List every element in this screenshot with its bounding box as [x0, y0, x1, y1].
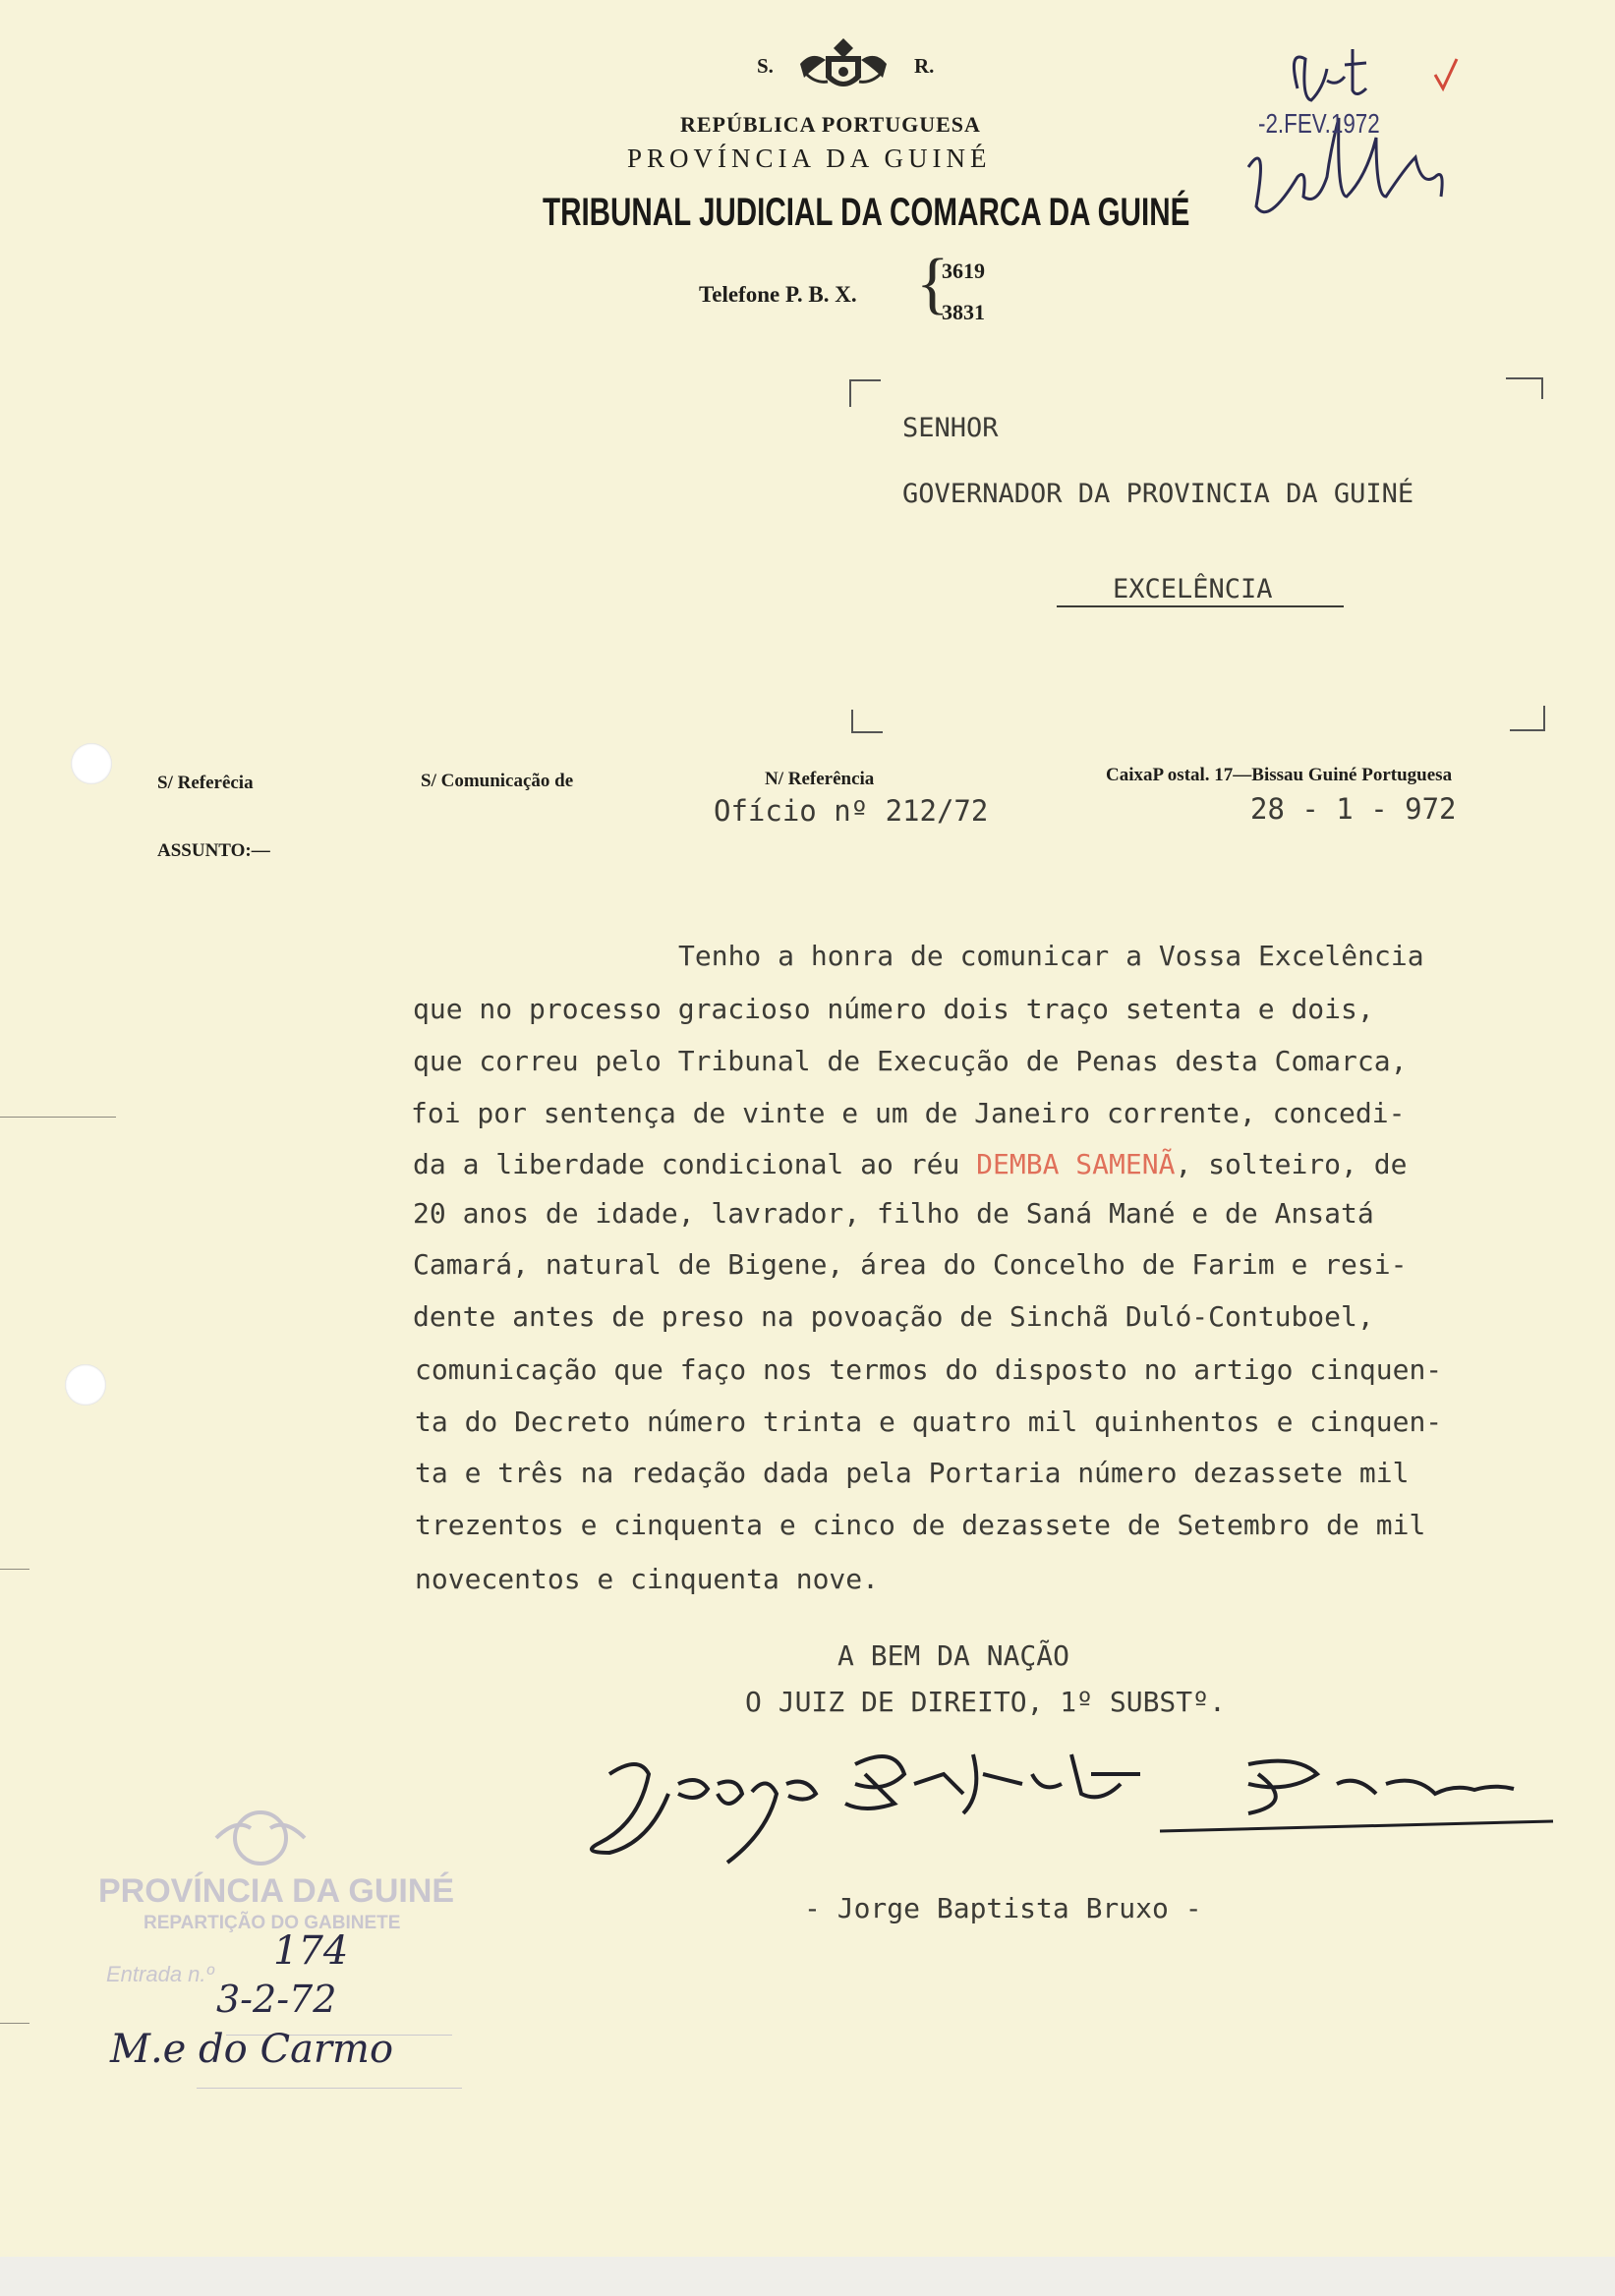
honorific-underline	[1057, 605, 1344, 607]
body-line-7: Camará, natural de Bigene, área do Concelho de Farim e resi-	[413, 1248, 1408, 1281]
address-corner-br	[1510, 706, 1545, 731]
address-corner-tl	[849, 379, 881, 407]
letterhead-s: S.	[757, 54, 774, 78]
defendant-name: DEMBA SAMENÃ	[976, 1148, 1176, 1180]
stamp-department: REPARTIÇÃO DO GABINETE	[144, 1913, 401, 1933]
assunto-label: ASSUNTO:—	[157, 840, 270, 861]
body-line-12: trezentos e cinquenta e cinco de dezassete de Setembro de mil	[415, 1509, 1426, 1541]
emblem-stamp-icon	[197, 1799, 324, 1877]
body-line-8: dente antes de preso na povoação de Sinchã Duló-Contuboel,	[413, 1300, 1374, 1333]
body-line-6: 20 anos de idade, lavrador, filho de Saná Mané e de Ansatá	[413, 1197, 1374, 1230]
body-line-1: Tenho a honra de comunicar a Vossa Excelência	[678, 940, 1424, 972]
letterhead-r: R.	[914, 54, 935, 78]
body-line-4: foi por sentença de vinte e um de Janeiro corrente, concedi-	[411, 1097, 1406, 1129]
address-corner-tr	[1506, 377, 1543, 399]
stamp-entry-date: 3-2-72	[216, 1978, 337, 2021]
judge-signature	[570, 1735, 1563, 1872]
margin-mark	[0, 1569, 29, 1570]
letter-date: 28 - 1 - 972	[1250, 792, 1457, 826]
body-line-5-text: da a liberdade condicional ao réu	[413, 1148, 960, 1180]
telephone-brace: {	[916, 246, 950, 321]
body-line-10: ta do Decreto número trinta e quatro mil quinhentos e cinquen-	[415, 1406, 1443, 1438]
body-line-11: ta e três na redação dada pela Portaria número dezassete mil	[415, 1457, 1410, 1489]
closing-title: O JUIZ DE DIREITO, 1º SUBSTº.	[745, 1686, 1226, 1718]
telephone-number-1: 3619	[942, 258, 985, 283]
signatory-name: - Jorge Baptista Bruxo -	[804, 1892, 1202, 1924]
punch-hole-bottom	[65, 1364, 106, 1406]
address-corner-bl	[851, 710, 883, 733]
s-comunicacao-label: S/ Comunicação de	[421, 771, 574, 791]
stamp-province: PROVÍNCIA DA GUINÉ	[98, 1872, 455, 1910]
letterhead-republic: REPÚBLICA PORTUGUESA	[680, 112, 981, 137]
received-date-stamp: -2.FEV.1972	[1258, 108, 1380, 139]
body-line-3: que correu pelo Tribunal de Execução de Penas desta Comarca,	[413, 1045, 1408, 1077]
telephone-number-2: 3831	[942, 300, 985, 324]
s-referencia-label: S/ Referêcia	[157, 773, 254, 793]
letterhead-tribunal: TRIBUNAL JUDICIAL DA COMARCA DA GUINÉ	[543, 191, 1190, 234]
addressee-salutation: SENHOR	[902, 413, 999, 443]
margin-mark	[0, 2023, 29, 2024]
body-line-2: que no processo gracioso número dois traço setenta e dois,	[413, 993, 1374, 1025]
coat-of-arms-icon	[796, 34, 891, 99]
n-referencia-value: Ofício nº 212/72	[714, 794, 989, 828]
body-line-5	[413, 1148, 1407, 1180]
fold-mark	[0, 1117, 116, 1118]
n-referencia-label: N/ Referência	[765, 769, 875, 789]
stamp-entry-number: 174	[273, 1928, 349, 1974]
body-line-13: novecentos e cinquenta nove.	[415, 1563, 880, 1595]
stamp-line	[197, 2088, 462, 2089]
handwritten-annotation	[1229, 29, 1484, 275]
addressee-title: GOVERNADOR DA PROVINCIA DA GUINÉ	[902, 479, 1414, 509]
letterhead-province: PROVÍNCIA DA GUINÉ	[627, 144, 992, 173]
punch-hole-top	[71, 743, 112, 784]
stamp-initials: M.e do Carmo	[110, 2027, 394, 2072]
stamp-entrada-label: Entrada n.º	[106, 1962, 214, 1986]
addressee-honorific: EXCELÊNCIA	[1113, 574, 1273, 604]
telephone-label: Telefone P. B. X.	[699, 282, 857, 307]
postal-address: CaixaP ostal. 17—Bissau Guiné Portuguesa	[1106, 765, 1453, 785]
closing-salutation: A BEM DA NAÇÃO	[837, 1639, 1070, 1672]
body-line-5-tail: , solteiro, de	[1175, 1148, 1408, 1180]
body-line-9: comunicação que faço nos termos do disposto no artigo cinquen-	[415, 1353, 1443, 1386]
